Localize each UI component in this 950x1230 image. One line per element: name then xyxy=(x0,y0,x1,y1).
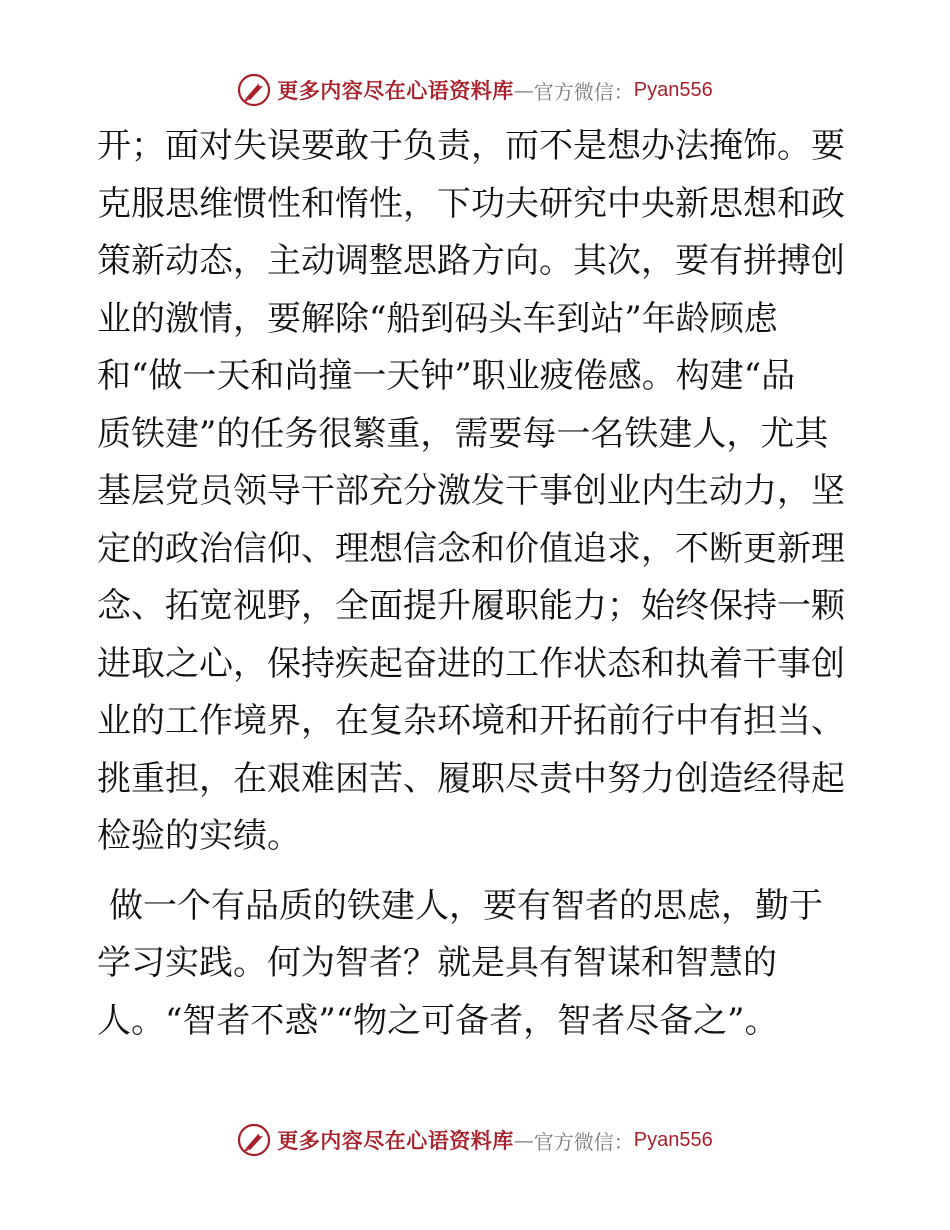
watermark-site-text: 更多内容尽在心语资料库 xyxy=(277,1128,514,1153)
text-line: 做一个有品质的铁建人，要有智者的思虑，勤于 xyxy=(109,885,823,926)
watermark-wechat-id: Pyan556 xyxy=(633,78,713,101)
watermark-site-text: 更多内容尽在心语资料库 xyxy=(277,78,514,103)
paragraph-1 xyxy=(97,118,857,866)
watermark-wechat-label: 官方微信： xyxy=(533,79,634,104)
text-line: 进取之心，保持疾起奋进的工作状态和执着干事创 xyxy=(97,643,845,684)
text-line: 定的政治信仰、理想信念和价值追求，不断更新理 xyxy=(97,528,845,569)
text-line: 念、拓宽视野，全面提升履职能力；始终保持一颗 xyxy=(97,586,845,626)
watermark-dash: — xyxy=(513,1128,534,1152)
text-line: 学习实践。何为智者？就是具有智谋和智慧的 xyxy=(97,943,777,983)
watermark-dash: — xyxy=(513,78,534,102)
text-line: 开；面对失误要敢于负责，而不是想办法掩饰。要 xyxy=(97,126,845,166)
text-line: 业的激情，要解除“船到码头车到站”年龄顾虑 xyxy=(97,298,778,339)
footer-watermark xyxy=(0,1120,950,1160)
pen-logo-icon xyxy=(237,1123,271,1157)
paragraph-2 xyxy=(97,878,857,1051)
text-line: 业的工作境界，在复杂环境和开拓前行中有担当、 xyxy=(97,701,845,741)
watermark-wechat-label: 官方微信： xyxy=(533,1129,634,1154)
text-line: 挑重担，在艰难困苦、履职尽责中努力创造经得起 xyxy=(97,758,845,799)
text-line: 和“做一天和尚撞一天钟”职业疲倦感。构建“品 xyxy=(97,356,796,396)
document-body xyxy=(97,118,857,1050)
text-line: 检验的实绩。 xyxy=(97,816,301,856)
text-line: 质铁建”的任务很繁重，需要每一名铁建人，尤其 xyxy=(97,413,829,454)
text-line: 人。“智者不惑”“物之可备者，智者尽备之”。 xyxy=(97,1000,779,1041)
watermark-wechat-id: Pyan556 xyxy=(633,1128,713,1151)
header-watermark xyxy=(0,70,950,110)
text-line: 克服思维惯性和惰性，下功夫研究中央新思想和政 xyxy=(97,183,845,224)
pen-logo-icon xyxy=(237,73,271,107)
text-line: 基层党员领导干部充分激发干事创业内生动力，坚 xyxy=(97,471,845,511)
paragraph-spacer xyxy=(97,866,857,878)
text-line: 策新动态，主动调整思路方向。其次，要有拼搏创 xyxy=(97,241,845,281)
